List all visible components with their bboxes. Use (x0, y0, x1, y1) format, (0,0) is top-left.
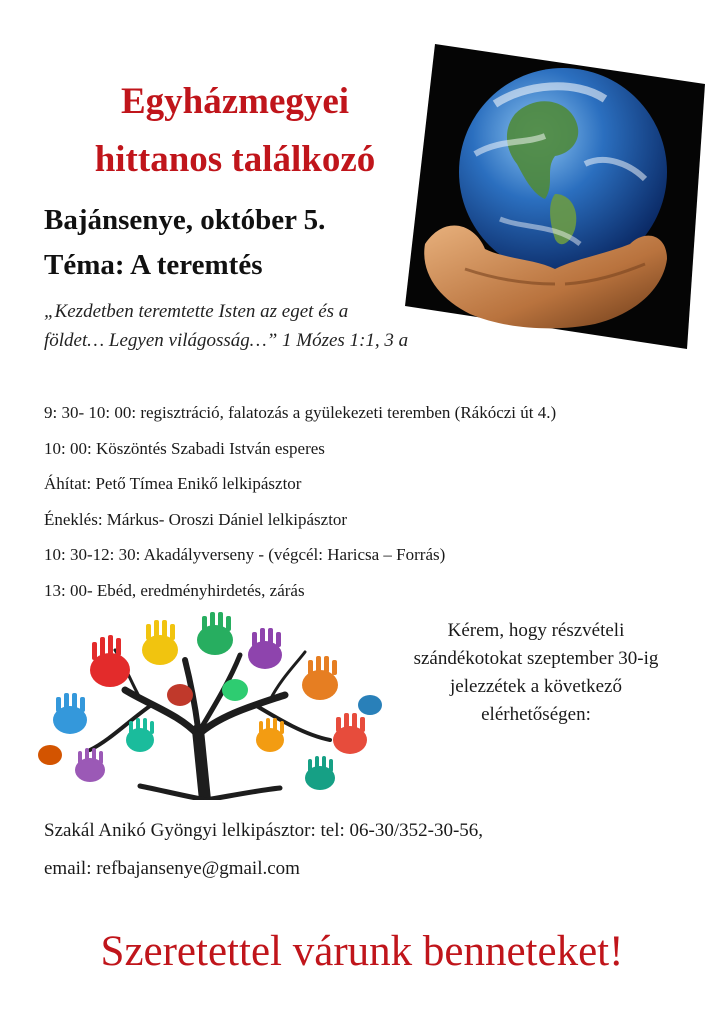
schedule-item: 13: 00- Ebéd, eredményhirdetés, zárás (44, 580, 305, 600)
quote-line-2: földet… Legyen világosság…” 1 Mózes 1:1, 3 a (44, 330, 409, 351)
registration-notice (392, 617, 680, 729)
notice-line-4: elérhetőségen: (481, 704, 591, 725)
schedule-item: 10: 30-12: 30: Akadályverseny - (végcél: Haricsa – Forrás) (44, 545, 446, 564)
theme-heading: Téma: A teremtés (44, 249, 263, 281)
quote-line-1: „Kezdetben teremtette Isten az eget és a (44, 301, 349, 322)
title-line-1: Egyházmegyei (120, 81, 350, 122)
title-line-2: hittanos találkozó (94, 139, 376, 180)
closing-message: Szeretettel várunk benneteket! (100, 928, 624, 975)
place-date-heading: Bajánsenye, október 5. (44, 204, 326, 236)
schedule-item: Áhítat: Pető Tímea Enikő lelkipásztor (44, 474, 302, 493)
contact-phone: Szakál Anikó Gyöngyi lelkipásztor: tel: 06-30/352-30-56, (44, 820, 484, 841)
notice-line-3: jelezzétek a következő (450, 676, 622, 697)
bible-quote (44, 297, 484, 355)
schedule-item: 9: 30- 10: 00: regisztráció, falatozás a gyülekezeti teremben (Rákóczi út 4.) (44, 403, 557, 422)
program-schedule (44, 400, 684, 613)
notice-line-2: szándékotokat szeptember 30-ig (413, 648, 659, 669)
contact-email: email: refbajansenye@gmail.com (44, 858, 300, 879)
schedule-item: Éneklés: Márkus- Oroszi Dániel lelkipásztor (44, 509, 348, 529)
schedule-item: 10: 00: Köszöntés Szabadi István esperes (44, 438, 325, 458)
handprint-tree-image (30, 610, 386, 800)
notice-line-1: Kérem, hogy részvételi (447, 620, 625, 641)
